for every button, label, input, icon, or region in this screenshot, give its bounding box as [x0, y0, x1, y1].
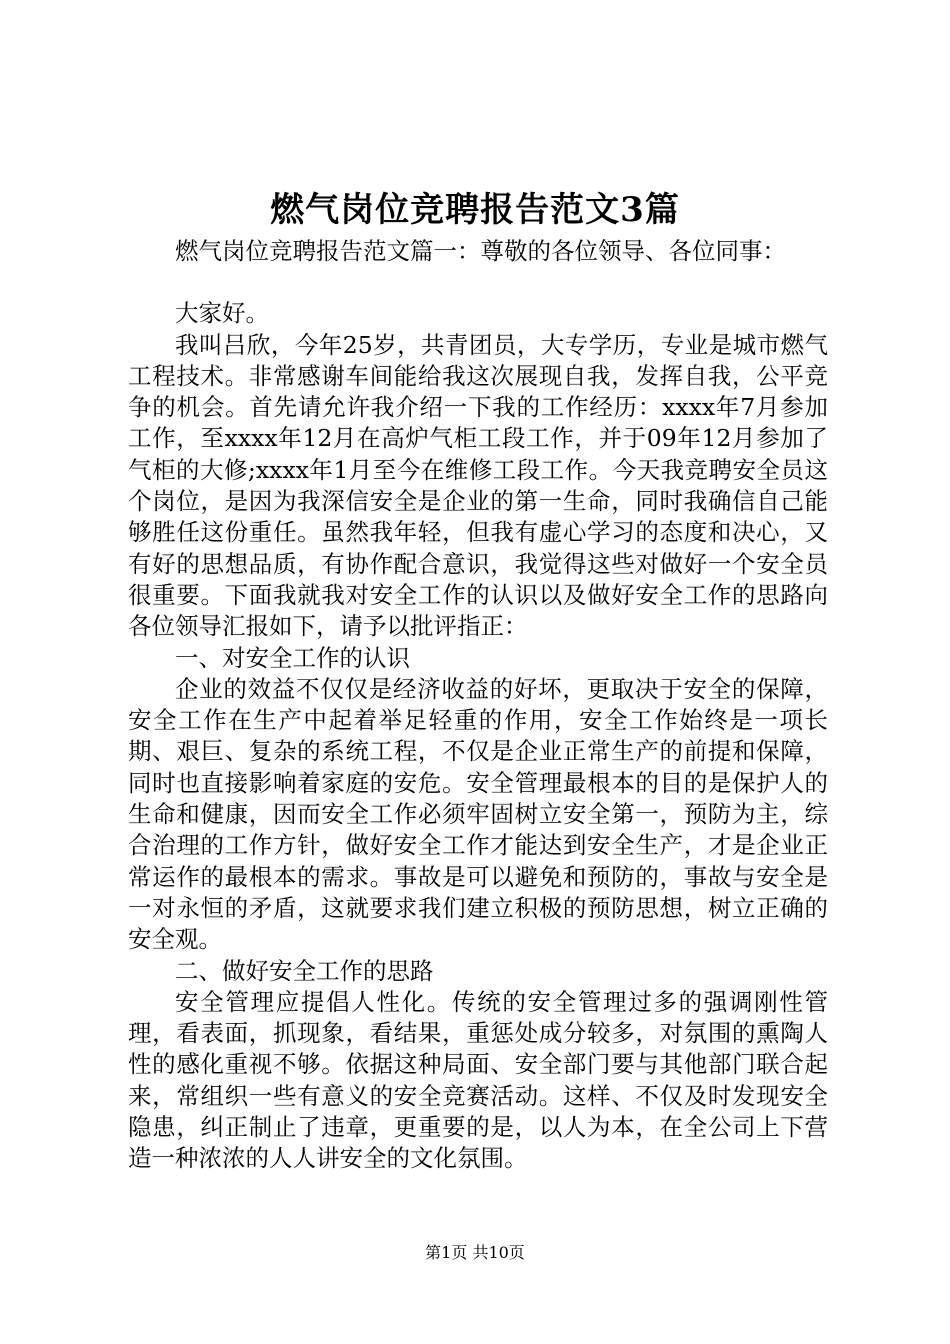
- document-title: 燃气岗位竞聘报告范文3篇: [270, 190, 680, 230]
- document-body: [128, 236, 828, 1175]
- section-heading-2: 二、做好安全工作的思路: [175, 956, 434, 985]
- paragraph-safety-approach: 安全管理应提倡人性化。传统的安全管理过多的强调刚性管理，看表面，抓现象，看结果，重惩处成分较多，对氛围的熏陶人性的感化重视不够。依据这种局面、安全部门要与其他部门联合起来，常组织一些有意义的安全竞赛活动。这样、不仅及时发现安全隐患，纠正制止了违章，更重要的是，以人为本，在全公司上下营造一种浓浓的人人讲安全的文化氛围。: [128, 987, 828, 1173]
- paragraph-safety-understanding: 企业的效益不仅仅是经济收益的好坏，更取决于安全的保障，安全工作在生产中起着举足轻重的作用，安全工作始终是一项长期、艰巨、复杂的系统工程，不仅是企业正常生产的前提和保障，同时也直接影响着家庭的安危。安全管理最根本的目的是保护人的生命和健康，因而安全工作必须牢固树立安全第一，预防为主，综合治理的工作方针，做好安全工作才能达到安全生产，才是企业正常运作的最根本的需求。事故是可以避免和预防的，事故与安全是一对永恒的矛盾，这就要求我们建立积极的预防思想，树立正确的安全观。: [128, 674, 828, 954]
- paragraph-greeting: 大家好。: [175, 299, 269, 328]
- paragraph-self-introduction: 我叫吕欣，今年25岁，共青团员，大专学历，专业是城市燃气工程技术。非常感谢车间能给我这次展现自我，发挥自我，公平竞争的机会。首先请允许我介绍一下我的工作经历：xxxx年7月参加工作，至xxxx年12月在高炉气柜工段工作，并于09年12月参加了气柜的大修;xxxx年1月至今在维修工段工作。今天我竞聘安全员这个岗位，是因为我深信安全是企业的第一生命，同时我确信自己能够胜任这份重任。虽然我年轻，但我有虚心学习的态度和决心，又有好的思想品质，有协作配合意识，我觉得这些对做好一个安全员很重要。下面我就我对安全工作的认识以及做好安全工作的思路向各位领导汇报如下，请予以批评指正：: [128, 330, 828, 641]
- section-heading-1: 一、对安全工作的认识: [175, 643, 410, 672]
- paragraph-intro: 燃气岗位竞聘报告范文篇一：尊敬的各位领导、各位同事：: [175, 237, 786, 265]
- page-footer: 第1页 共10页: [425, 1243, 525, 1262]
